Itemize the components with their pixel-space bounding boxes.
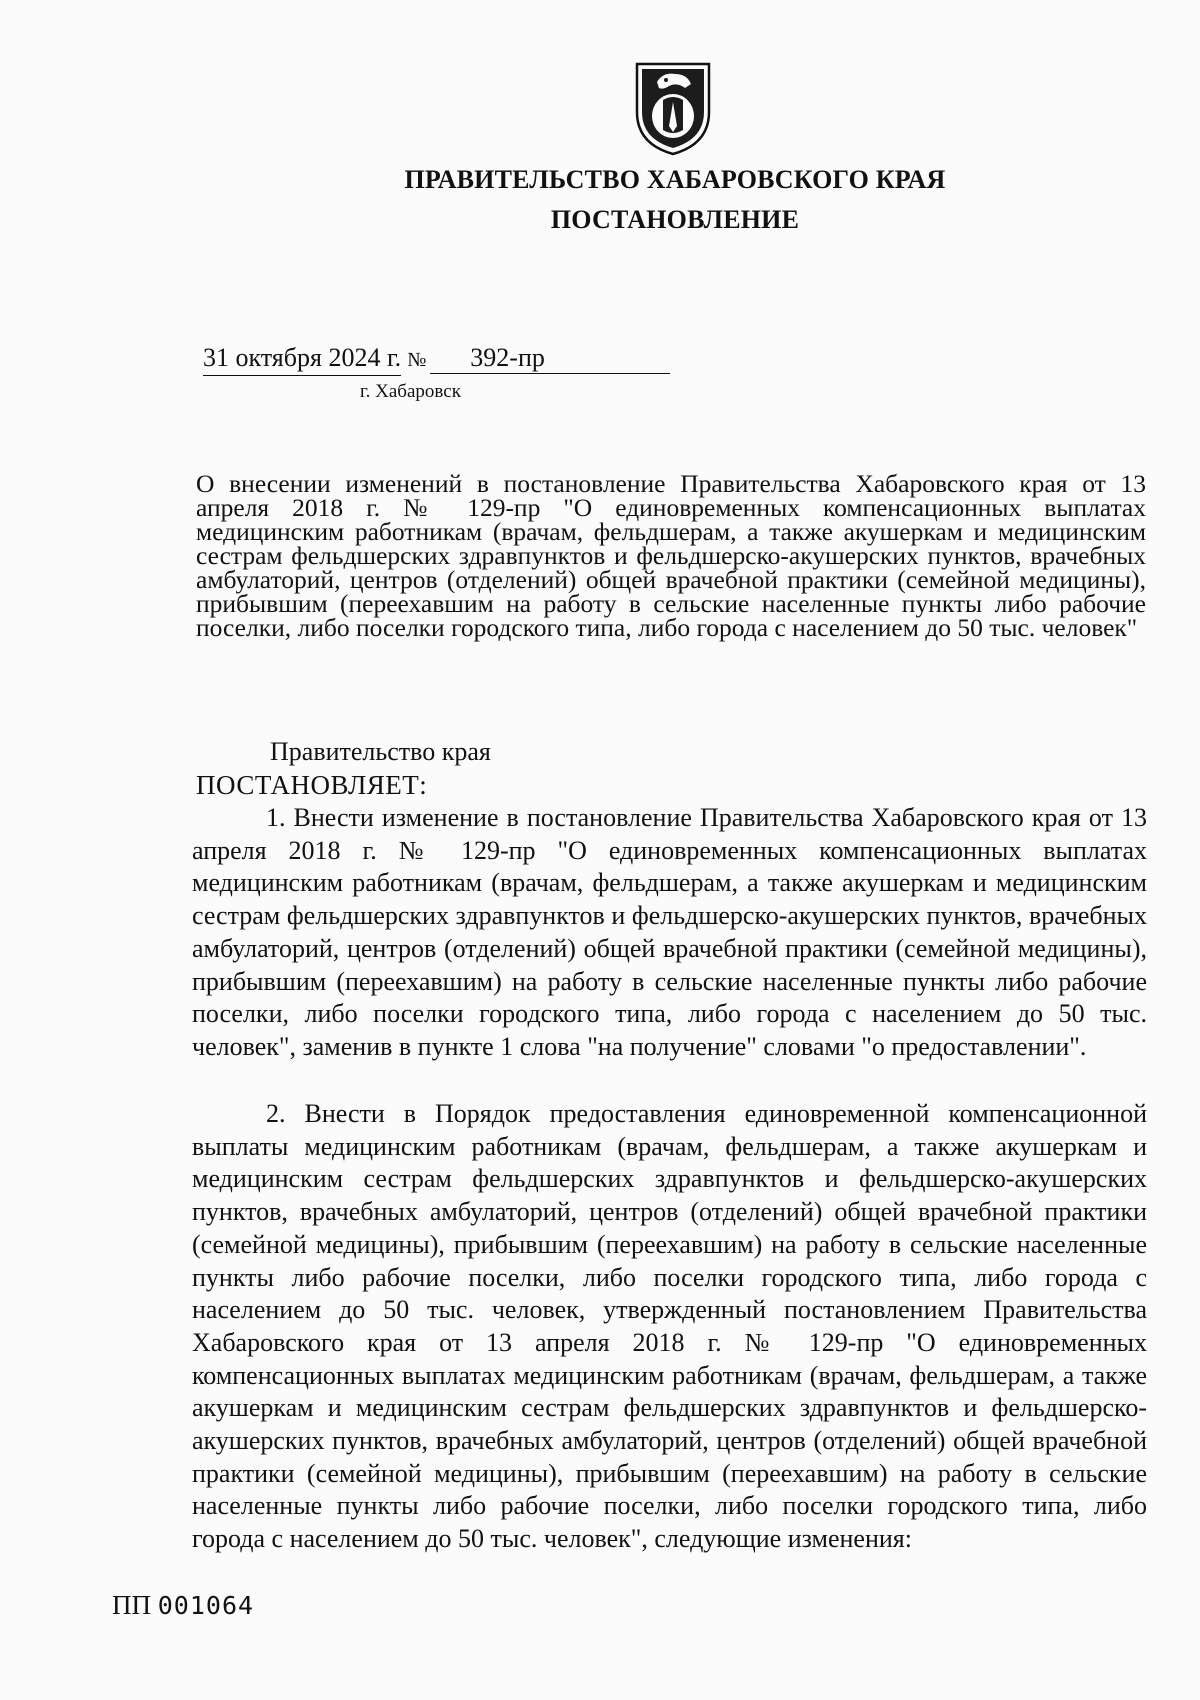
document-title: О внесении изменений в постановление Правительства Хабаровского края от 13 апреля 2018 г. № 129-пр "О единовременных компенсационных выплатах медицинским работникам (врачам, фельдшерам, а также акушеркам и медицинским сестрам фельдшерских здравпунктов и фельдшерско-акушерских пунктов, врачебных амбулаторий, центров (отделений) общей врачебной практики (семейной медицины), прибывшим (переехавшим на работу в сельские населенные пункты либо рабочие поселки, либо поселки городского типа, либо города с населением до 50 тыс. человек" <box>196 469 1146 642</box>
paragraph-2: 2. Внести в Порядок предоставления единовременной компенсационной выплаты медицинским работникам (врачам, фельдшерам, а также акушеркам и медицинским сестрам фельдшерских здравпунктов и фельдшерско-акушерских пунктов, врачебных амбулаторий, центров (отделений) общей врачебной практики (семейной медицины), прибывшим (переехавшим) на работу в сельские населенные пункты либо рабочие поселки, либо поселки городского типа, либо города с населением до 50 тыс. человек, утвержденный постановлением Правительства Хабаровского края от 13 апреля 2018 г. № 129-пр "О единовременных компенсационных выплатах медицинским работникам (врачам, фельдшерам, а также акушеркам и медицинским сестрам фельдшерских здравпунктов и фельдшерско-акушерских пунктов, врачебных амбулаторий, центров (отделений) общей врачебной практики (семейной медицины), прибывшим (переехавшим) на работу в сельские населенные пункты либо рабочие поселки, либо поселки городского типа, либо города с населением до 50 тыс. человек", следующие изменения: <box>192 1099 1147 1554</box>
form-number: 001064 <box>157 1591 255 1620</box>
document-date: 31 октября 2024 г. <box>203 343 401 376</box>
city: г. Хабаровск <box>360 381 461 402</box>
date-number-line <box>203 343 670 376</box>
number-sign: № <box>407 349 427 371</box>
form-series: ПП <box>112 1590 151 1620</box>
form-code <box>112 1590 254 1621</box>
paragraph-1: 1. Внести изменение в постановление Правительства Хабаровского края от 13 апреля 2018 г. № 129-пр "О единовременных компенсационных выплатах медицинским работникам (врачам, фельдшерам, а также акушеркам и медицинским сестрам фельдшерских здравпунктов и фельдшерско-акушерских пунктов, врачебных амбулаторий, центров (отделений) общей врачебной практики (семейной медицины), прибывшим (переехавшим) на работу в сельские населенные пункты либо рабочие поселки, либо поселки городского типа, либо города с населением до 50 тыс. человек", заменив в пункте 1 слова "на получение" словами "о предоставлении". <box>192 803 1147 1061</box>
document-number: 392-пр <box>430 343 670 374</box>
preamble-government: Правительство края <box>270 737 491 766</box>
coat-of-arms-icon <box>633 60 713 156</box>
government-name: ПРАВИТЕЛЬСТВО ХАБАРОВСКОГО КРАЯ <box>404 165 946 194</box>
document-type: ПОСТАНОВЛЕНИЕ <box>550 205 800 234</box>
preamble-resolves: ПОСТАНОВЛЯЕТ: <box>196 770 428 800</box>
